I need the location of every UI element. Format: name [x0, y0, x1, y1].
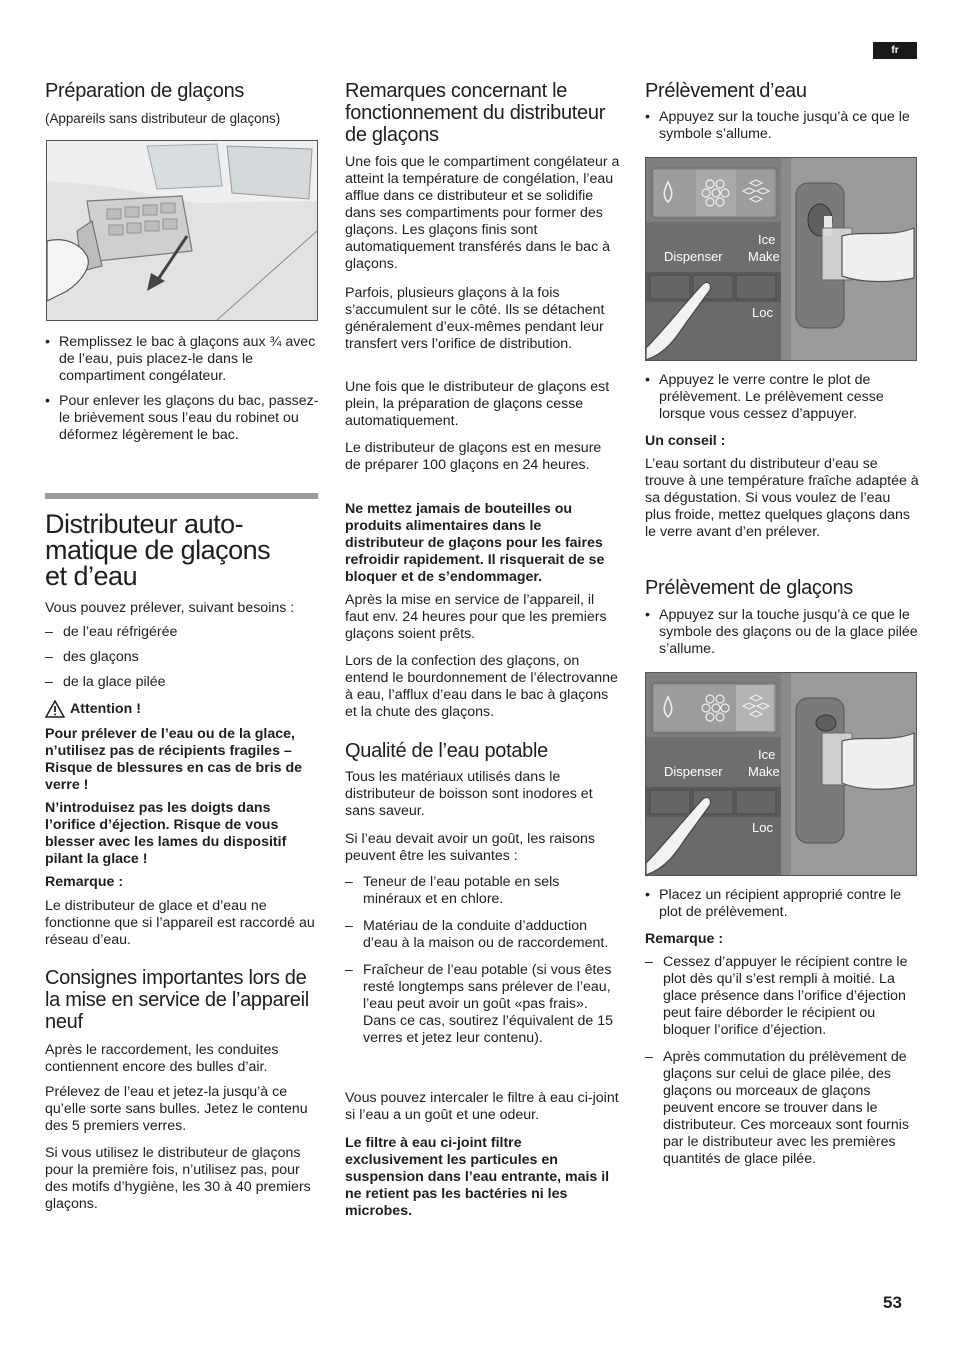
list-item: • Appuyez sur la touche jusqu’à ce que le symbole des glaçons ou de la glace pilée s’allume. [645, 607, 918, 657]
water-dispenser-illustration [645, 157, 917, 361]
dispenser-label: Dispenser [664, 764, 723, 779]
section-title-consignes: Consignes importantes lors de la mise en service de l’appareil neuf [45, 967, 309, 1033]
list-item: – Teneur de l’eau potable en sels minéraux et en chlore. [345, 874, 560, 907]
attention-text-2: N’introduisez pas les doigts dans l’orifice d’éjection. Risque de vous blesser avec les lames du dispositif pilant la glace ! [45, 800, 287, 867]
section-title-eau: Prélèvement d’eau [645, 80, 807, 102]
list-item: • Appuyez le verre contre le plot de prélèvement. Le prélèvement cesse lorsque vous cessez d’appuyer. [645, 372, 884, 422]
section-divider [45, 493, 318, 499]
attention-heading [45, 700, 320, 718]
attention-label: Attention ! [70, 701, 141, 717]
dist-list [45, 624, 320, 691]
section-title-qualite: Qualité de l’eau potable [345, 740, 548, 762]
paragraph: Prélevez de l’eau et jetez-la jusqu’à ce qu’elle sorte sans bulles. Jetez le contenu des 5 premiers verres. [45, 1084, 308, 1134]
remark-list [645, 954, 920, 1168]
main-title: Distributeur auto- matique de glaçons et d’eau [45, 509, 271, 591]
list-item: – Après commutation du prélèvement de glaçons sur celui de glace pilée, des glaçons ou morceaux de glaçons peuvent encore se trouver dans le distributeur. Ces morceaux sont fournis par le distributeur avec les premières quantités de glace pilée. [645, 1049, 910, 1167]
list-item: – Fraîcheur de l’eau potable (si vous êtes resté longtemps sans prélever de l’eau, l’eau peut avoir un goût «pas frais». Dans ce cas, soutirez l’équivalent de 15 verres et jetez leur contenu). [345, 962, 613, 1046]
paragraph: Vous pouvez intercaler le filtre à eau ci-joint si l’eau a un goût et une odeur. [345, 1090, 619, 1123]
list-item: • Remplissez le bac à glaçons aux ¾ avec de l’eau, puis placez-le dans le compartiment congélateur. [45, 334, 316, 384]
section-title-glacons: Prélèvement de glaçons [645, 577, 853, 599]
list-item: – de l’eau réfrigérée [45, 624, 178, 640]
list-item: – de la glace pilée [45, 674, 166, 690]
dist-intro: Vous pouvez prélever, suivant besoins : [45, 600, 295, 616]
list-item: • Pour enlever les glaçons du bac, passez-le brièvement sous l’eau du robinet ou déformez légèrement le bac. [45, 393, 319, 443]
attention-text-1: Pour prélever de l’eau ou de la glace, n’utilisez pas de récipients fragiles – Risque de blessures en cas de bris de verre ! [45, 726, 303, 793]
paragraph: Tous les matériaux utilisés dans le distributeur de boisson sont inodores et sans saveur. [345, 769, 593, 819]
warning-paragraph: Ne mettez jamais de bouteilles ou produits alimentaires dans le distributeur de glaçons pour les faires refroidir rapidement. Il risquerait de se bloquer et de s’endommager. [345, 501, 605, 585]
list-item: • Appuyez sur la touche jusqu’à ce que le symbole s’allume. [645, 109, 910, 142]
eau-bullet-list [645, 109, 920, 143]
qualite-list [345, 874, 620, 1047]
prep-bullet-list [45, 334, 320, 444]
ice-label: Ice [758, 232, 776, 247]
list-item: – Cessez d’appuyer le récipient contre le plot dès qu’il s’est rempli à moitié. La glace présence dans l’orifice d’éjection peut faire déborder le récipient ou bloquer l’orifice d’éjection. [645, 954, 908, 1038]
paragraph: Après le raccordement, les conduites contiennent encore des bulles d’air. [45, 1042, 279, 1075]
ice-dispenser-illustration [645, 672, 917, 876]
lock-label: Loc [752, 820, 773, 835]
ice-label: Ice [758, 747, 776, 762]
paragraph: Une fois que le distributeur de glaçons est plein, la préparation de glaçons cesse automatiquement. [345, 379, 610, 429]
paragraph: Après la mise en service de l’appareil, il faut env. 24 heures pour que les premiers glaçons soient prêts. [345, 592, 607, 642]
dispenser-label: Dispenser [664, 249, 723, 264]
section-title-remarques: Remarques concernant le fonctionnement du distributeur de glaçons [345, 80, 606, 146]
paragraph: Le distributeur de glaçons est en mesure de préparer 100 glaçons en 24 heures. [345, 440, 602, 473]
paragraph: Si vous utilisez le distributeur de glaçons pour la première fois, n’utilisez pas, pour des motifs d’hygiène, les 30 à 40 premiers glaçons. [45, 1145, 311, 1212]
paragraph: Si l’eau devait avoir un goût, les raisons peuvent être les suivantes : [345, 831, 595, 864]
lock-label: Loc [752, 305, 773, 320]
paragraph: Une fois que le compartiment congélateur a atteint la température de congélation, l’eau afflue dans ce distributeur et se solidifie dans ses compartiments pour former des glaçons. Les glaçons finis sont automatiquement transférés dans le bac à glaçons. [345, 154, 620, 272]
remark-label: Remarque : [645, 931, 724, 947]
warning-icon [45, 700, 65, 718]
ice-tray-illustration [46, 140, 318, 321]
tip-text: L’eau sortant du distributeur d’eau se trouve à une température fraîche adaptée à sa dégustation. Si vous voulez de l’eau plus froide, mettez quelques glaçons dans le verre avant d’en prélever. [645, 456, 919, 540]
remark-label: Remarque : [45, 874, 124, 890]
list-item: • Placez un récipient approprié contre le plot de prélèvement. [645, 887, 902, 920]
glacons-bullet-list [645, 607, 920, 658]
section-title-preparation: Préparation de glaçons [45, 80, 245, 102]
glacons-bullet-list-2 [645, 887, 920, 921]
section-subtitle: (Appareils sans distributeur de glaçons) [45, 111, 281, 126]
paragraph: Parfois, plusieurs glaçons à la fois s’accumulent sur le côté. Ils se détachent généralement d’eux-mêmes pendant leur transfert vers l’orifice de distribution. [345, 285, 605, 352]
remark-text: Le distributeur de glace et d’eau ne fonctionne que si l’appareil est raccordé au réseau d’eau. [45, 898, 315, 948]
tip-label: Un conseil : [645, 433, 726, 449]
maker-label: Make [748, 249, 780, 264]
maker-label: Make [748, 764, 780, 779]
filter-note: Le filtre à eau ci-joint filtre exclusivement les particules en suspension dans l’eau entrante, mais il ne retient pas les bactéries ni les microbes. [345, 1135, 610, 1219]
language-badge: fr [873, 42, 917, 59]
list-item: – des glaçons [45, 649, 139, 665]
page-number: 53 [883, 1293, 902, 1312]
paragraph: Lors de la confection des glaçons, on entend le bourdonnement de l’électrovanne à eau, l’afflux d’eau dans le bac à glaçons et la chute des glaçons. [345, 653, 618, 720]
list-item: – Matériau de la conduite d’adduction d’eau à la maison ou de raccordement. [345, 918, 609, 951]
eau-bullet-list-2 [645, 372, 920, 423]
